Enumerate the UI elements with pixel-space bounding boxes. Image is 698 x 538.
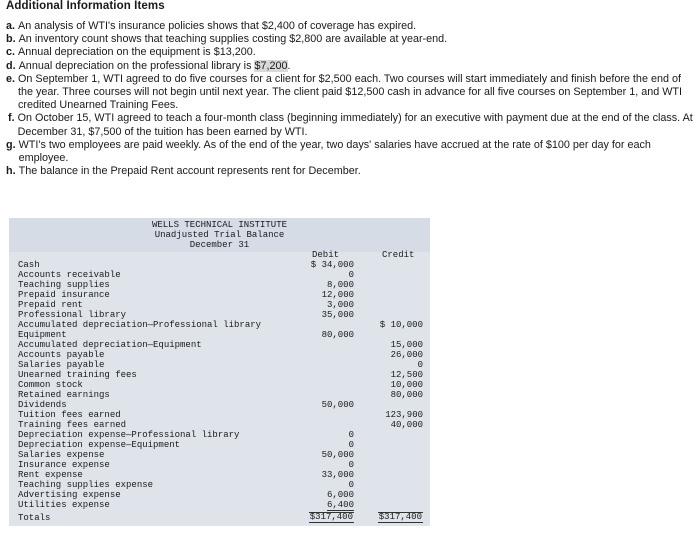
account-name: Depreciation expense—Equipment (18, 440, 181, 450)
table-row (9, 360, 430, 370)
info-item-text (18, 46, 694, 59)
info-item-letter: h. (6, 165, 16, 178)
section-heading: Additional Information Items (6, 0, 165, 12)
company-name: WELLS TECHNICAL INSTITUTE (151, 220, 288, 230)
info-item-text (18, 112, 694, 138)
info-item-text (19, 165, 694, 178)
account-name: Teaching supplies (18, 280, 110, 290)
info-item-body: WTI's two employees are paid weekly. As of the end of the year, two days' salaries have accrued at the rate of $100 per day for each employee. (18, 138, 651, 165)
debit-amount: 80,000 (321, 330, 354, 340)
account-name: Accumulated depreciation—Equipment (18, 340, 202, 350)
credit-amount: 0 (417, 360, 423, 370)
account-name: Training fees earned (18, 420, 127, 430)
info-item (6, 139, 694, 165)
debit-amount: 50,000 (321, 450, 354, 460)
debit-amount: 6,400 (326, 500, 354, 510)
info-item-body: An analysis of WTI's insurance policies shows that $2,400 of coverage has expired. (18, 20, 417, 32)
table-row (9, 350, 430, 360)
totals-row (9, 512, 430, 524)
credit-amount: $ 10,000 (379, 320, 423, 330)
account-name: Rent expense (18, 470, 83, 480)
table-row (9, 260, 430, 270)
info-item-body: The balance in the Prepaid Rent account represents rent for December. (18, 165, 361, 178)
info-item-letter: f. (8, 112, 15, 125)
credit-amount: 10,000 (390, 380, 423, 390)
account-name: Accounts receivable (18, 270, 121, 280)
table-row (9, 300, 430, 310)
account-name: Tuition fees earned (18, 410, 121, 420)
account-name: Accumulated depreciation—Professional library (18, 320, 262, 330)
credit-amount: 80,000 (390, 390, 423, 400)
report-title: Unadjusted Trial Balance (154, 230, 285, 240)
info-item (6, 33, 694, 46)
info-item-letter: g. (6, 138, 16, 151)
credit-amount: 26,000 (390, 350, 423, 360)
table-row (9, 490, 430, 500)
info-item-text (19, 33, 694, 46)
table-row (9, 320, 430, 330)
info-item-letter: b. (6, 33, 16, 46)
info-item-body: Annual depreciation on the professional library is (18, 59, 255, 72)
table-row (9, 400, 430, 410)
info-item (6, 60, 694, 73)
info-item (6, 20, 694, 33)
totals-debit: $317,400 (309, 512, 353, 522)
debit-amount: $ 34,000 (310, 260, 354, 270)
table-row (9, 430, 430, 440)
table-row (9, 380, 430, 390)
info-item (6, 112, 694, 138)
account-name: Salaries payable (18, 360, 105, 370)
account-name: Advertising expense (18, 490, 121, 500)
table-row (9, 330, 430, 340)
info-item-body: On September 1, WTI agreed to do five courses for a client for $2,500 each. Two courses will start immediately and finish before the end of the year. Three courses will not begin until next year. The client paid $12,500 cash in advance for all five courses on September 1, and WTI credited Unearned Training Fees. (18, 72, 683, 112)
credit-amount: 12,500 (390, 370, 423, 380)
info-item-text (18, 73, 694, 113)
table-row (9, 450, 430, 460)
debit-amount: 3,000 (326, 300, 354, 310)
table-row (9, 290, 430, 300)
account-name: Cash (18, 260, 40, 270)
info-item-text (19, 139, 694, 165)
info-item-letter: a. (6, 20, 16, 32)
table-row (9, 460, 430, 470)
info-item-body: On October 15, WTI agreed to teach a four-month class (beginning immediately) for an executive with payment due at the end of the class. At December 31, $7,500 of the tuition has been earned by WTI. (17, 112, 693, 138)
totals-credit: $317,400 (378, 512, 422, 522)
account-name: Common stock (18, 380, 83, 390)
table-row (9, 480, 430, 490)
trial-balance-rows (9, 260, 430, 510)
info-item-suffix: . (287, 59, 291, 72)
table-row (9, 470, 430, 480)
highlighted-amount: $7,200 (254, 59, 288, 72)
table-row (9, 420, 430, 430)
credit-header: Credit (382, 250, 415, 260)
credit-amount: 40,000 (390, 420, 423, 430)
debit-amount: 8,000 (326, 280, 354, 290)
info-item (6, 165, 694, 178)
account-name: Dividends (18, 400, 67, 410)
info-item-body: Annual depreciation on the equipment is $13,200. (18, 46, 256, 59)
account-name: Insurance expense (18, 460, 110, 470)
table-row (9, 340, 430, 350)
debit-amount: 0 (348, 430, 354, 440)
info-item-letter: e. (6, 72, 16, 85)
table-row (9, 310, 430, 320)
debit-amount: 0 (348, 440, 354, 450)
info-item (6, 46, 694, 59)
account-name: Unearned training fees (18, 370, 137, 380)
debit-amount: 0 (348, 460, 354, 470)
report-date: December 31 (189, 240, 250, 250)
account-name: Retained earnings (18, 390, 110, 400)
totals-label: Totals (18, 513, 51, 523)
debit-header: Debit (312, 250, 340, 260)
info-item-text (19, 60, 694, 73)
table-row (9, 370, 430, 380)
account-name: Equipment (18, 330, 67, 340)
debit-amount: 33,000 (321, 470, 354, 480)
account-name: Prepaid rent (18, 300, 83, 310)
account-name: Teaching supplies expense (18, 480, 154, 490)
account-name: Utilities expense (18, 500, 110, 510)
account-name: Depreciation expense—Professional library (18, 430, 240, 440)
info-item-letter: d. (6, 59, 16, 72)
table-row (9, 440, 430, 450)
info-item-body: An inventory count shows that teaching supplies costing $2,800 are available at year-end. (18, 33, 448, 46)
account-name: Accounts payable (18, 350, 105, 360)
info-item-letter: c. (6, 46, 16, 59)
additional-info-list (6, 20, 694, 178)
debit-amount: 0 (348, 480, 354, 490)
table-row (9, 390, 430, 400)
debit-amount: 12,000 (321, 290, 354, 300)
credit-amount: 15,000 (390, 340, 423, 350)
debit-amount: 50,000 (321, 400, 354, 410)
account-name: Salaries expense (18, 450, 105, 460)
trial-balance-table (9, 218, 430, 526)
debit-amount: 35,000 (321, 310, 354, 320)
info-item (6, 73, 694, 113)
table-row (9, 270, 430, 280)
table-row (9, 280, 430, 290)
account-name: Professional library (18, 310, 127, 320)
table-row (9, 500, 430, 510)
debit-amount: 0 (348, 270, 354, 280)
account-name: Prepaid insurance (18, 290, 110, 300)
credit-amount: 123,900 (385, 410, 423, 420)
table-row (9, 410, 430, 420)
debit-amount: 6,000 (326, 490, 354, 500)
info-item-text (18, 20, 694, 33)
